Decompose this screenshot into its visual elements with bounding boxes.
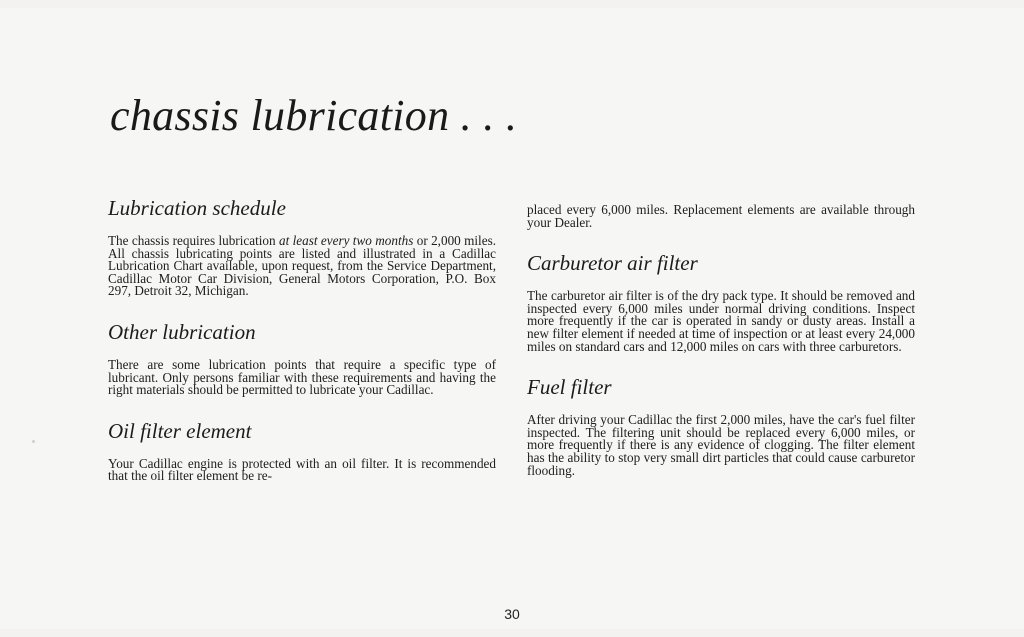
- carburetor-air-filter-heading: Carburetor air filter: [527, 251, 698, 276]
- lubrication-schedule-heading: Lubrication schedule: [108, 196, 286, 220]
- page-number: 30: [504, 606, 520, 622]
- section-carburetor-air-filter: [527, 251, 915, 353]
- lubrication-schedule-emphasis: at least every two months: [278, 233, 414, 248]
- fuel-filter-heading: Fuel filter: [527, 375, 612, 400]
- oil-filter-heading: Oil filter element: [108, 418, 252, 443]
- carburetor-air-filter-text: The carburetor air filter is of the dry pack type. It should be removed and inspected every 6,000 miles under normal driving conditions. Inspect more frequently if the car is operated in sandy or dusty areas. Install a new filter element if needed at time of inspection or at least every 24,000 miles on standard cars and 12,000 miles on cars with three carburetors.: [527, 288, 915, 354]
- lubrication-schedule-text-after: or 2,000 miles. All chassis lubricating points are listed and illustrated in a Cadillac Lubrication Chart available, upon request, from the Service Department, Cadillac Motor Car Division, General Motors Corporation, P.O. Box 297, Detroit 32, Michigan.: [108, 233, 496, 299]
- right-column: [527, 204, 915, 499]
- fuel-filter-text: After driving your Cadillac the first 2,000 miles, have the car's fuel filter inspected. The filtering unit should be replaced every 6,000 miles, or more frequently if there is any evidence of clogging. The filter element has the ability to stop very small dirt particles that could cause carburetor flooding.: [527, 412, 915, 478]
- oil-filter-continued-text: placed every 6,000 miles. Replacement elements are available through your Dealer.: [527, 202, 915, 230]
- left-column: [108, 196, 496, 505]
- oil-filter-text: Your Cadillac engine is protected with an oil filter. It is recommended that the oil filter element be re-: [108, 455, 496, 484]
- section-oil-filter-continued: [527, 204, 915, 229]
- section-lubrication-schedule: [108, 196, 496, 298]
- other-lubrication-text: There are some lubrication points that require a specific type of lubricant. Only persons familiar with these requirements and having the right materials should be permitted to lubricate your Cadillac.: [108, 356, 496, 398]
- lubrication-schedule-text-before: The chassis requires lubrication: [108, 233, 279, 248]
- other-lubrication-heading: Other lubrication: [108, 319, 256, 344]
- page-title: chassis lubrication . . .: [110, 91, 518, 140]
- section-oil-filter: [108, 419, 496, 483]
- lubrication-schedule-text: [108, 235, 496, 298]
- section-fuel-filter: [527, 375, 915, 477]
- speck-mark: [32, 440, 35, 443]
- section-other-lubrication: [108, 320, 496, 397]
- manual-page: [0, 8, 1024, 629]
